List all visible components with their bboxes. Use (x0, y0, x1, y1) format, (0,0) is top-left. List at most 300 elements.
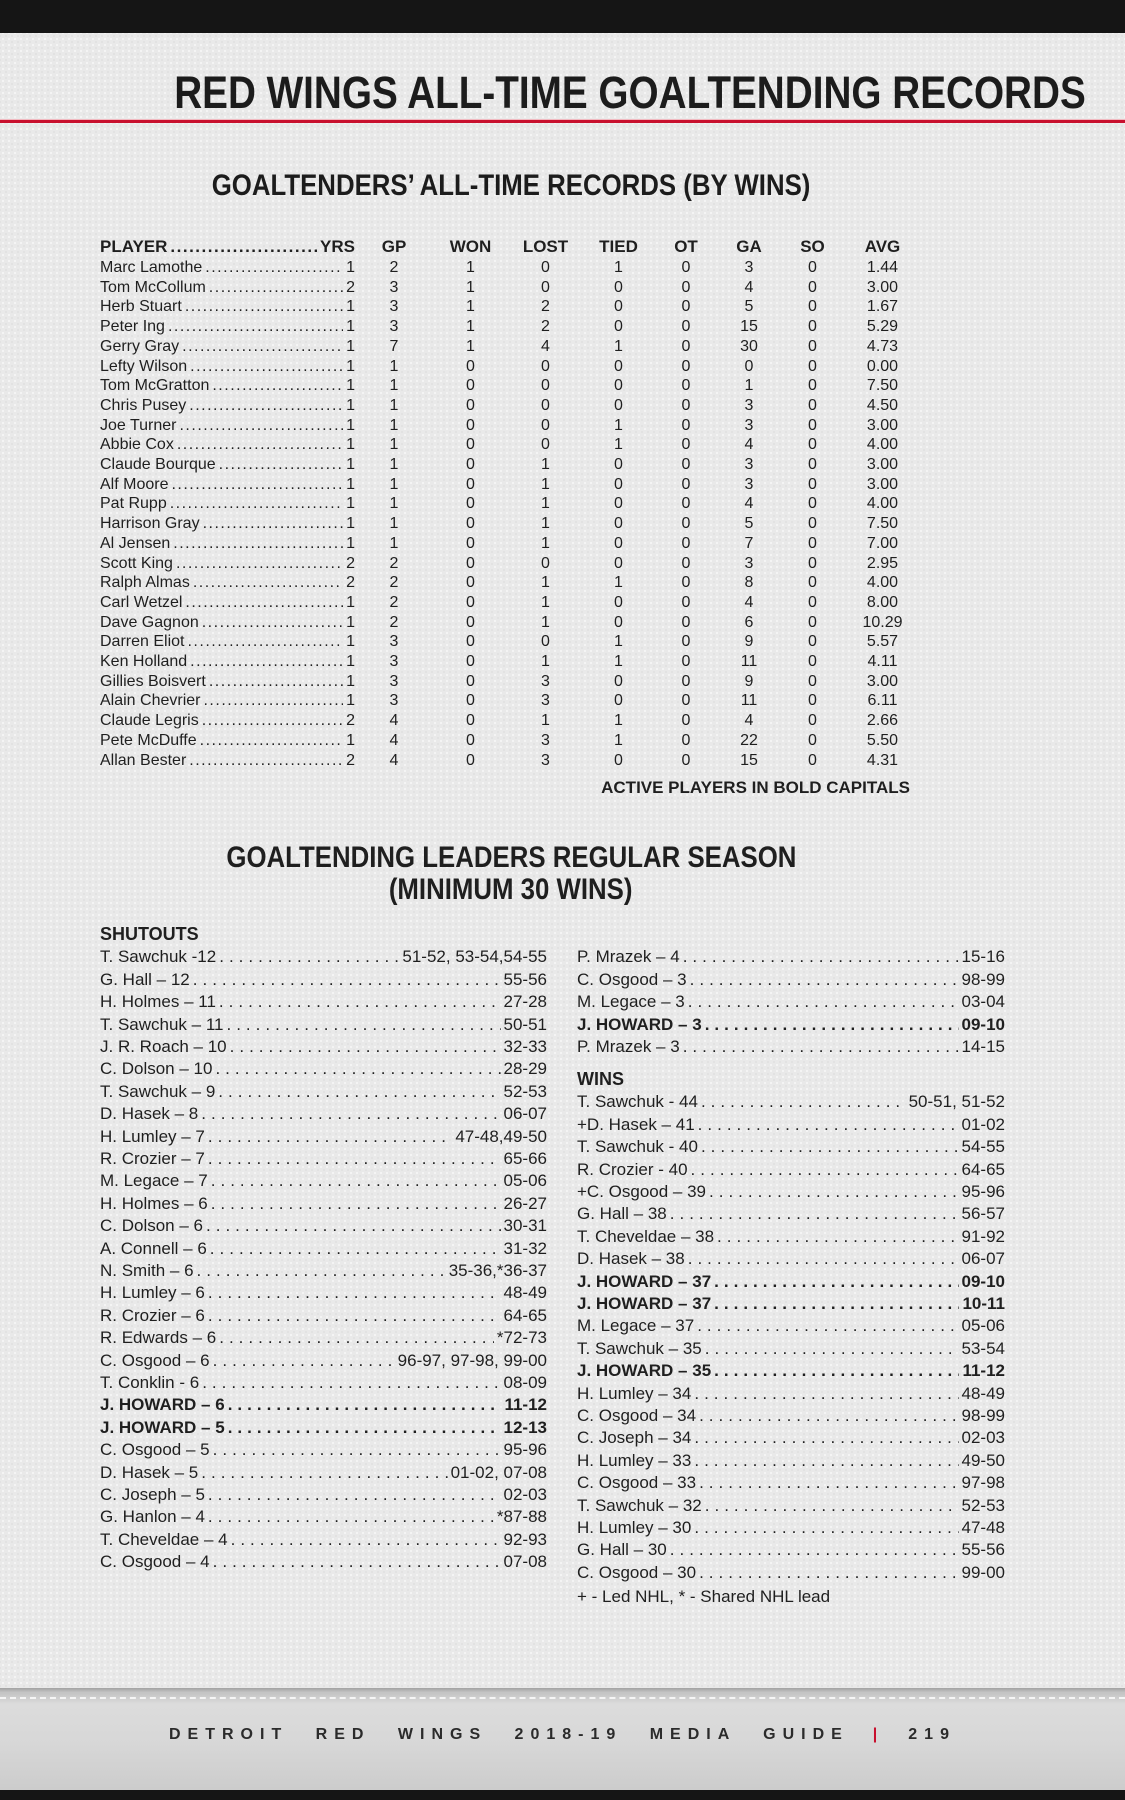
player-name: Darren Eliot (100, 633, 185, 651)
leader-entry (577, 991, 1005, 1013)
leader-seasons: 30-31 (503, 1216, 547, 1236)
table-row (100, 337, 922, 357)
dot-leader (170, 494, 343, 514)
player-yrs: 1 (346, 357, 355, 375)
dot-leader (185, 593, 343, 613)
table-row (100, 297, 922, 317)
player-name: Alf Moore (100, 475, 169, 493)
leader-name: H. Holmes – 6 (100, 1193, 208, 1213)
leader-seasons: 35-36,*36-37 (448, 1260, 547, 1280)
leader-entry (100, 1551, 547, 1573)
leader-entry (100, 1238, 547, 1260)
leader-entry (577, 1472, 1005, 1494)
stat-tied: 0 (614, 593, 623, 611)
dot-leader (694, 1450, 958, 1472)
stat-ot: 0 (681, 712, 691, 730)
dot-leader (690, 969, 959, 991)
stat-so: 0 (808, 318, 817, 336)
table-row (100, 396, 922, 416)
player-yrs: 1 (346, 731, 355, 749)
stat-won: 0 (466, 357, 475, 375)
stat-ot: 0 (681, 633, 691, 651)
stat-avg: 4.11 (867, 653, 898, 671)
stat-so: 0 (808, 574, 817, 592)
stat-won: 0 (466, 475, 475, 493)
leader-seasons: 64-65 (961, 1159, 1005, 1179)
stat-ot: 0 (681, 337, 691, 355)
dot-leader (206, 1215, 501, 1237)
dot-leader (197, 1260, 446, 1282)
stat-avg: 4.00 (866, 436, 899, 454)
footer-separator: | (872, 1726, 885, 1743)
player-yrs: 2 (346, 574, 355, 592)
leaders-left-column (100, 922, 547, 1608)
stat-won: 1 (466, 259, 475, 276)
bottom-black-bar (0, 1790, 1125, 1800)
stat-lost: 1 (541, 574, 550, 592)
leader-entry (100, 1394, 547, 1416)
stat-avg: 0.00 (866, 357, 899, 375)
player-name: Lefty Wilson (100, 357, 188, 375)
leader-name: H. Lumley – 30 (577, 1518, 692, 1538)
dot-leader (699, 1405, 958, 1427)
dot-leader (228, 1417, 501, 1439)
leader-entry (577, 1383, 1005, 1405)
player-cell (100, 494, 355, 514)
leader-name: T. Sawchuk -12 (100, 947, 217, 967)
player-name: Joe Turner (100, 416, 177, 434)
stat-avg: 4.50 (866, 396, 899, 414)
stat-avg: 7.50 (866, 377, 899, 395)
leader-name: J. HOWARD – 3 (577, 1014, 702, 1034)
leader-seasons: 08-09 (503, 1373, 547, 1392)
stat-tied: 0 (614, 357, 623, 375)
stat-avg: 1.67 (866, 298, 899, 316)
stat-won: 0 (466, 751, 475, 769)
dot-leader (701, 1091, 906, 1113)
dot-leader (683, 946, 959, 968)
leader-name: J. HOWARD – 5 (100, 1417, 225, 1437)
stat-won: 0 (466, 436, 475, 454)
leader-name: C. Osgood – 30 (577, 1562, 697, 1582)
stat-tied: 0 (614, 318, 623, 336)
stat-so: 0 (808, 731, 817, 749)
stat-avg: 5.29 (866, 318, 899, 336)
dot-leader (179, 416, 343, 436)
leader-name: G. Hall – 12 (100, 969, 190, 989)
stat-ot: 0 (681, 672, 691, 690)
stat-lost: 1 (541, 475, 550, 493)
dot-leader (701, 1136, 959, 1158)
stat-so: 0 (808, 554, 817, 572)
leader-seasons: 01-02 (961, 1114, 1005, 1134)
stat-ga: 15 (740, 751, 758, 769)
leader-name: N. Smith – 6 (100, 1260, 194, 1280)
dot-leader (209, 672, 343, 692)
stat-avg: 6.11 (867, 692, 898, 710)
dot-leader (190, 652, 343, 672)
stat-tied: 0 (614, 613, 623, 631)
player-cell (100, 475, 355, 495)
leader-seasons: 49-50 (961, 1450, 1005, 1470)
stat-gp: 1 (389, 436, 399, 454)
dot-leader (208, 1148, 501, 1170)
stat-gp: 3 (389, 672, 399, 690)
stat-so: 0 (808, 475, 817, 493)
stat-lost: 3 (541, 692, 550, 710)
stat-gp: 2 (389, 554, 399, 572)
leader-entry (100, 1506, 547, 1528)
stat-tied: 1 (614, 712, 623, 730)
stat-ga: 5 (744, 298, 754, 316)
stat-won: 0 (466, 672, 475, 690)
stat-ot: 0 (681, 259, 691, 276)
stat-gp: 1 (389, 534, 399, 552)
dot-leader (697, 1315, 958, 1337)
stat-won: 1 (466, 298, 475, 316)
table-row (100, 317, 922, 337)
stat-avg: 3.00 (866, 278, 899, 296)
player-name: Claude Legris (100, 712, 199, 730)
stat-gp: 1 (389, 357, 399, 375)
leader-entry (577, 1159, 1005, 1181)
player-cell (100, 632, 355, 652)
stat-ga: 3 (744, 396, 754, 414)
leader-name: R. Edwards – 6 (100, 1328, 217, 1348)
player-name: Tom McGratton (100, 377, 210, 395)
table-row (100, 751, 922, 771)
leader-name: G. Hall – 30 (577, 1540, 667, 1560)
stat-avg: 8.00 (866, 593, 899, 611)
stat-so: 0 (808, 456, 817, 474)
player-name: Ralph Almas (100, 574, 190, 592)
leader-seasons: 11-12 (962, 1361, 1005, 1381)
stat-ot: 0 (681, 436, 691, 454)
stat-lost: 0 (541, 416, 550, 434)
dot-leader (208, 1484, 501, 1506)
stat-won: 1 (466, 318, 475, 336)
col-won: WON (449, 237, 492, 256)
leader-entry (577, 1517, 1005, 1539)
shutouts-continued-list (577, 946, 1005, 1058)
leader-entry (100, 1148, 547, 1170)
stat-tied: 0 (614, 298, 623, 316)
table-row (100, 554, 922, 574)
stat-ot: 0 (681, 377, 691, 395)
dot-leader (211, 1193, 501, 1215)
player-yrs: 1 (346, 396, 355, 414)
stat-so: 0 (808, 751, 817, 769)
table-row (100, 514, 922, 534)
stat-lost: 3 (541, 751, 550, 769)
leader-seasons: 96-97, 97-98, 99-00 (397, 1350, 547, 1370)
stat-lost: 0 (541, 278, 550, 296)
table-row (100, 593, 922, 613)
stat-tied: 0 (614, 396, 623, 414)
dot-leader (170, 236, 317, 258)
stat-so: 0 (808, 377, 817, 395)
stat-avg: 2.66 (866, 712, 899, 730)
stat-tied: 0 (614, 554, 623, 572)
leader-entry (577, 1427, 1005, 1449)
leader-name: H. Lumley – 6 (100, 1283, 205, 1303)
leader-seasons: 54-55 (961, 1137, 1005, 1157)
player-name: Pat Rupp (100, 495, 167, 513)
leader-entry (100, 1170, 547, 1192)
player-cell (100, 731, 355, 751)
player-yrs: 1 (346, 436, 355, 454)
leader-entry (577, 1315, 1005, 1337)
stat-so: 0 (808, 436, 817, 454)
leader-entry (100, 1126, 547, 1148)
table-row (100, 357, 922, 377)
leader-seasons: 47-48,49-50 (455, 1126, 547, 1146)
dot-leader (230, 1036, 501, 1058)
dot-leader (691, 1159, 959, 1181)
stat-lost: 1 (541, 515, 550, 533)
leader-seasons: 10-11 (962, 1293, 1005, 1313)
stat-won: 1 (466, 337, 475, 355)
stat-ot: 0 (681, 751, 691, 769)
stat-tied: 0 (614, 672, 623, 690)
leader-seasons: 12-13 (503, 1417, 547, 1437)
stat-avg: 4.31 (866, 751, 899, 769)
col-player: PLAYER (100, 237, 168, 256)
stat-lost: 0 (541, 436, 550, 454)
footer-text (0, 1726, 1125, 1744)
dot-leader (168, 317, 343, 337)
leader-name: G. Hanlon – 4 (100, 1507, 205, 1527)
dot-leader (193, 573, 343, 593)
stat-ot: 0 (681, 416, 691, 434)
leader-entry (577, 1271, 1005, 1293)
stat-gp: 1 (389, 495, 399, 513)
stat-lost: 3 (541, 731, 550, 749)
dot-leader (205, 258, 343, 278)
player-cell (100, 396, 355, 416)
stat-ot: 0 (681, 357, 691, 375)
stat-avg: 7.00 (866, 534, 899, 552)
dot-leader (182, 337, 343, 357)
leader-seasons: 09-10 (961, 1014, 1005, 1034)
stat-tied: 0 (614, 278, 623, 296)
stat-gp: 3 (389, 298, 399, 316)
leader-seasons: 27-28 (503, 992, 547, 1012)
leader-entry (577, 1014, 1005, 1036)
leader-name: C. Joseph – 5 (100, 1485, 205, 1505)
stat-gp: 1 (389, 456, 399, 474)
wins-list (577, 1091, 1005, 1584)
player-cell (100, 297, 355, 317)
stat-ot: 0 (681, 515, 691, 533)
stat-gp: 4 (389, 731, 399, 749)
player-name: Al Jensen (100, 534, 171, 552)
wins-heading: WINS (577, 1069, 624, 1090)
player-cell (100, 711, 355, 731)
dot-leader (705, 1338, 959, 1360)
leader-entry (100, 1260, 547, 1282)
stat-avg: 3.00 (866, 475, 899, 493)
leader-entry (100, 1305, 547, 1327)
leader-seasons: 98-99 (961, 969, 1005, 989)
stat-lost: 1 (541, 534, 550, 552)
stat-so: 0 (808, 672, 817, 690)
player-cell (100, 376, 355, 396)
stat-so: 0 (808, 653, 817, 671)
stat-tied: 0 (614, 377, 623, 395)
table-row (100, 711, 922, 731)
leader-entry (577, 1405, 1005, 1427)
leaders-title: GOALTENDING LEADERS REGULAR SEASON (MINIMUM 30 WINS) (225, 841, 797, 907)
stat-ga: 6 (744, 613, 754, 631)
dot-leader (705, 1495, 959, 1517)
stat-avg: 5.57 (866, 633, 899, 651)
stat-lost: 0 (541, 259, 550, 276)
stat-tied: 1 (614, 633, 623, 651)
stitch-seam (0, 1697, 1125, 1699)
dot-leader (705, 1014, 959, 1036)
leader-entry (100, 1417, 547, 1439)
stat-lost: 3 (541, 672, 550, 690)
leaders-right-column (577, 922, 1005, 1608)
stat-gp: 1 (389, 377, 399, 395)
player-cell (100, 317, 355, 337)
leader-name: J. HOWARD – 37 (577, 1293, 712, 1313)
player-name: Alain Chevrier (100, 692, 201, 710)
dot-leader (209, 278, 343, 298)
player-cell (100, 573, 355, 593)
dot-leader (187, 632, 343, 652)
footer-title: DETROIT RED WINGS 2018-19 MEDIA GUIDE (169, 1726, 849, 1743)
stat-avg: 4.73 (866, 337, 899, 355)
stat-ga: 9 (744, 672, 754, 690)
leader-seasons: 50-51, 51-52 (908, 1092, 1005, 1112)
col-lost: LOST (522, 237, 569, 256)
leader-seasons: 47-48 (961, 1518, 1005, 1538)
stat-avg: 2.95 (866, 554, 899, 572)
player-cell (100, 613, 355, 633)
stat-tied: 0 (614, 515, 623, 533)
stat-so: 0 (808, 259, 817, 276)
player-cell (100, 751, 355, 771)
leader-seasons: 02-03 (503, 1485, 547, 1505)
stat-ot: 0 (681, 495, 691, 513)
stat-so: 0 (808, 534, 817, 552)
stat-won: 0 (466, 613, 475, 631)
stat-ga: 9 (744, 633, 754, 651)
leader-name: H. Lumley – 34 (577, 1383, 692, 1403)
leader-seasons: 28-29 (503, 1059, 547, 1079)
stat-gp: 7 (389, 337, 399, 355)
records-table-header (100, 236, 922, 258)
stat-gp: 1 (389, 396, 399, 414)
leader-name: +C. Osgood – 39 (577, 1181, 707, 1201)
stat-lost: 1 (541, 712, 550, 730)
leader-entry (100, 1462, 547, 1484)
player-yrs: 1 (346, 672, 355, 690)
leader-seasons: *87-88 (496, 1507, 547, 1527)
stat-won: 0 (466, 633, 475, 651)
dot-leader (698, 1114, 959, 1136)
stat-tied: 1 (614, 574, 623, 592)
stat-gp: 4 (389, 751, 399, 769)
leader-seasons: 52-53 (503, 1081, 547, 1101)
player-yrs: 1 (346, 534, 355, 552)
dot-leader (226, 1014, 500, 1036)
leader-entry (100, 1058, 547, 1080)
leader-name: T. Sawchuk – 35 (577, 1338, 702, 1358)
leader-seasons: 48-49 (503, 1283, 547, 1303)
stat-so: 0 (808, 515, 817, 533)
leader-name: +D. Hasek – 41 (577, 1114, 695, 1134)
leader-seasons: 55-56 (503, 969, 547, 989)
leader-name: H. Lumley – 7 (100, 1126, 205, 1146)
leader-seasons: 07-08 (503, 1552, 547, 1572)
leader-seasons: 95-96 (961, 1181, 1005, 1201)
dot-leader (213, 1551, 501, 1573)
stat-avg: 4.00 (866, 495, 899, 513)
stat-ga: 3 (744, 456, 754, 474)
stat-avg: 3.00 (866, 672, 899, 690)
stat-ga: 3 (744, 554, 754, 572)
leader-name: P. Mrazek – 3 (577, 1036, 680, 1056)
stat-ga: 11 (740, 653, 758, 671)
dot-leader (213, 1439, 501, 1461)
leaders-columns (100, 922, 1025, 1608)
stat-ga: 5 (744, 515, 754, 533)
leader-entry (100, 1103, 547, 1125)
stat-gp: 1 (389, 515, 399, 533)
footer-band (0, 1688, 1125, 1790)
leader-seasons: 06-07 (961, 1249, 1005, 1269)
stat-gp: 3 (389, 278, 399, 296)
player-name: Gillies Boisvert (100, 672, 206, 690)
stat-so: 0 (808, 495, 817, 513)
stat-ot: 0 (681, 554, 691, 572)
leader-entry (100, 1081, 547, 1103)
dot-leader (177, 435, 343, 455)
table-row (100, 416, 922, 436)
stat-tied: 0 (614, 692, 623, 710)
stat-avg: 7.50 (866, 515, 899, 533)
stat-won: 0 (466, 456, 475, 474)
table-row (100, 652, 922, 672)
leader-entry (100, 1282, 547, 1304)
player-yrs: 1 (346, 416, 355, 434)
stat-tied: 0 (614, 534, 623, 552)
stat-so: 0 (808, 613, 817, 631)
leader-seasons: 01-02, 07-08 (450, 1462, 547, 1482)
col-ga: GA (736, 237, 762, 256)
header-player-yrs (100, 236, 355, 258)
leader-name: C. Osgood – 4 (100, 1552, 210, 1572)
stat-ga: 3 (744, 475, 754, 493)
leader-seasons: 32-33 (503, 1036, 547, 1056)
stat-so: 0 (808, 633, 817, 651)
dot-leader (219, 455, 343, 475)
leader-entry (100, 1350, 547, 1372)
dot-leader (202, 1372, 500, 1394)
table-row (100, 278, 922, 298)
leader-name: T. Cheveldae – 4 (100, 1529, 228, 1549)
stat-lost: 1 (541, 653, 550, 671)
player-cell (100, 416, 355, 436)
leader-name: J. HOWARD – 6 (100, 1395, 225, 1415)
dot-leader (219, 946, 399, 968)
player-name: Peter Ing (100, 318, 165, 336)
table-row (100, 573, 922, 593)
leader-name: D. Hasek – 5 (100, 1462, 199, 1482)
